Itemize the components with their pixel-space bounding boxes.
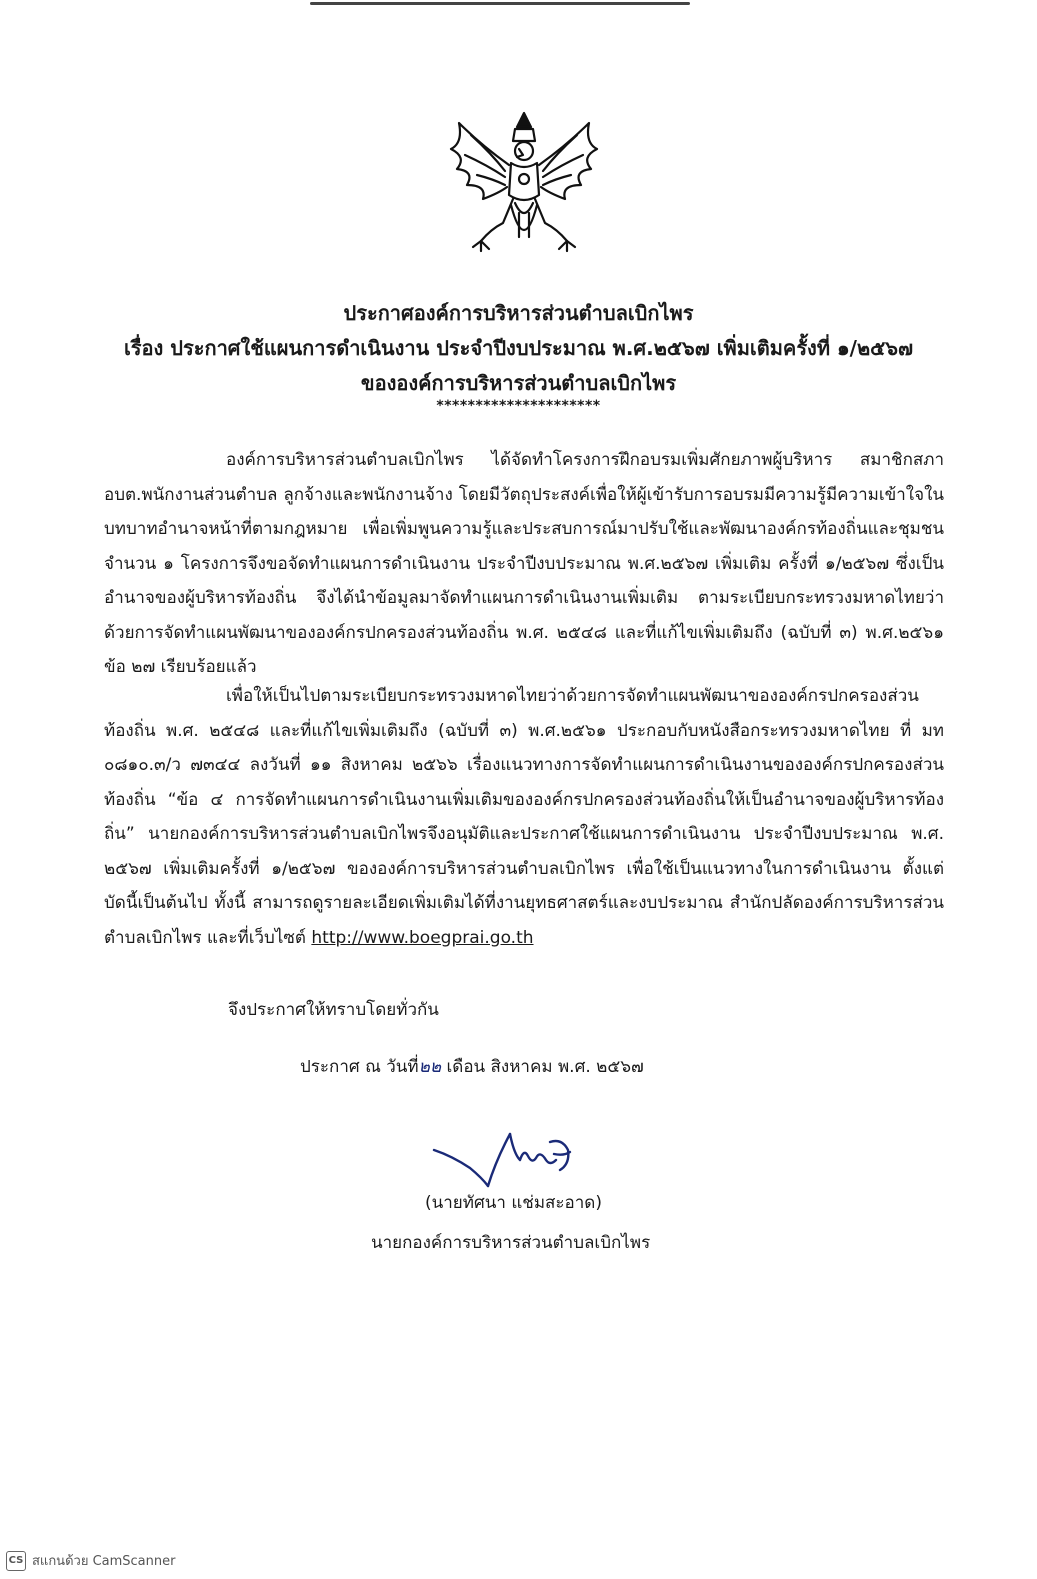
announce-suffix: เดือน สิงหาคม พ.ศ. ๒๕๖๗ xyxy=(446,1057,644,1077)
scanner-footer xyxy=(6,1550,175,1571)
heading-separator: ********************* xyxy=(436,398,601,414)
document-subject: เรื่อง ประกาศใช้แผนการดำเนินงาน ประจำปีงบประมาณ พ.ศ.๒๕๖๗ เพิ่มเติมครั้งที่ ๑/๒๕๖๗ xyxy=(123,336,914,360)
signature-icon xyxy=(430,1120,590,1192)
body-paragraph-1: องค์การบริหารส่วนตำบลเบิกไพร ได้จัดทำโครงการฝึกอบรมเพิ่มศักยภาพผู้บริหาร สมาชิกสภา อบต.พนักงานส่วนตำบล ลูกจ้างและพนักงานจ้าง โดยมีวัตถุประสงค์เพื่อให้ผู้เข้ารับการอบรมมีความรู้มีความเข้าใจในบทบาทอำนาจหน้าที่ตามกฎหมาย เพื่อเพิ่มพูนความรู้และประสบการณ์มาปรับใช้และพัฒนาองค์กรท้องถิ่นและชุมชน จำนวน ๑ โครงการจึงขอจัดทำแผนการดำเนินงาน ประจำปีงบประมาณ พ.ศ.๒๕๖๗ เพิ่มเติม ครั้งที่ ๑/๒๕๖๗ ซึ่งเป็นอำนาจของผู้บริหารท้องถิ่น จึงได้นำข้อมูลมาจัดทำแผนการดำเนินงานเพิ่มเติม ตามระเบียบกระทรวงมหาดไทยว่าด้วยการจัดทำแผนพัฒนาขององค์กรปกครองส่วนท้องถิ่น พ.ศ. ๒๕๔๘ และที่แก้ไขเพิ่มเติมถึง (ฉบับที่ ๓) พ.ศ.๒๕๖๑ ข้อ ๒๗ เรียบร้อยแล้ว xyxy=(104,450,944,677)
signer-title: นายกองค์การบริหารส่วนตำบลเบิกไพร xyxy=(371,1233,651,1253)
camscanner-logo-icon: CS xyxy=(6,1551,26,1571)
body-paragraph-2-text: เพื่อให้เป็นไปตามระเบียบกระทรวงมหาดไทยว่าด้วยการจัดทำแผนพัฒนาขององค์กรปกครองส่วนท้องถิ่น พ.ศ. ๒๕๔๘ และที่แก้ไขเพิ่มเติมถึง (ฉบับที่ ๓) พ.ศ.๒๕๖๑ ประกอบกับหนังสือกระทรวงมหาดไทย ที่ มท ๐๘๑๐.๓/ว ๗๓๔๔ ลงวันที่ ๑๑ สิงหาคม ๒๕๖๖ เรื่องแนวทางการจัดทำแผนการดำเนินงานขององค์กรปกครองส่วนท้องถิ่น “ข้อ ๔ การจัดทำแผนการดำเนินงานเพิ่มเติมขององค์กรปกครองส่วนท้องถิ่นให้เป็นอำนาจของผู้บริหารท้องถิ่น” นายกองค์การบริหารส่วนตำบลเบิกไพรจึงอนุมัติและประกาศใช้แผนการดำเนินงาน ประจำปีงบประมาณ พ.ศ. ๒๕๖๗ เพิ่มเติมครั้งที่ ๑/๒๕๖๗ ขององค์การบริหารส่วนตำบลเบิกไพร เพื่อใช้เป็นแนวทางในการดำเนินงาน ตั้งแต่บัดนี้เป็นต้นไป ทั้งนี้ สามารถดูรายละเอียดเพิ่มเติมได้ที่งานยุทธศาสตร์และงบประมาณ สำนักปลัดองค์การบริหารส่วนตำบลเบิกไพร และที่เว็บไซต์ xyxy=(104,686,944,948)
announcement-date xyxy=(300,1052,644,1082)
website-link[interactable]: http://www.boegprai.go.th xyxy=(311,927,534,948)
body-paragraph-2 xyxy=(104,679,944,955)
document-title: ประกาศองค์การบริหารส่วนตำบลเบิกไพร xyxy=(343,301,694,325)
announce-prefix: ประกาศ ณ วันที่ xyxy=(300,1057,419,1077)
garuda-emblem-icon xyxy=(441,105,607,265)
top-rule xyxy=(310,2,690,5)
document-subject-org: ขององค์การบริหารส่วนตำบลเบิกไพร xyxy=(360,371,677,395)
closing-line: จึงประกาศให้ทราบโดยทั่วกัน xyxy=(228,1000,439,1020)
signer-name: (นายทัศนา แช่มสะอาด) xyxy=(425,1193,602,1213)
announce-day: ๒๒ xyxy=(418,1057,442,1077)
scanner-footer-text: สแกนด้วย CamScanner xyxy=(32,1554,176,1569)
